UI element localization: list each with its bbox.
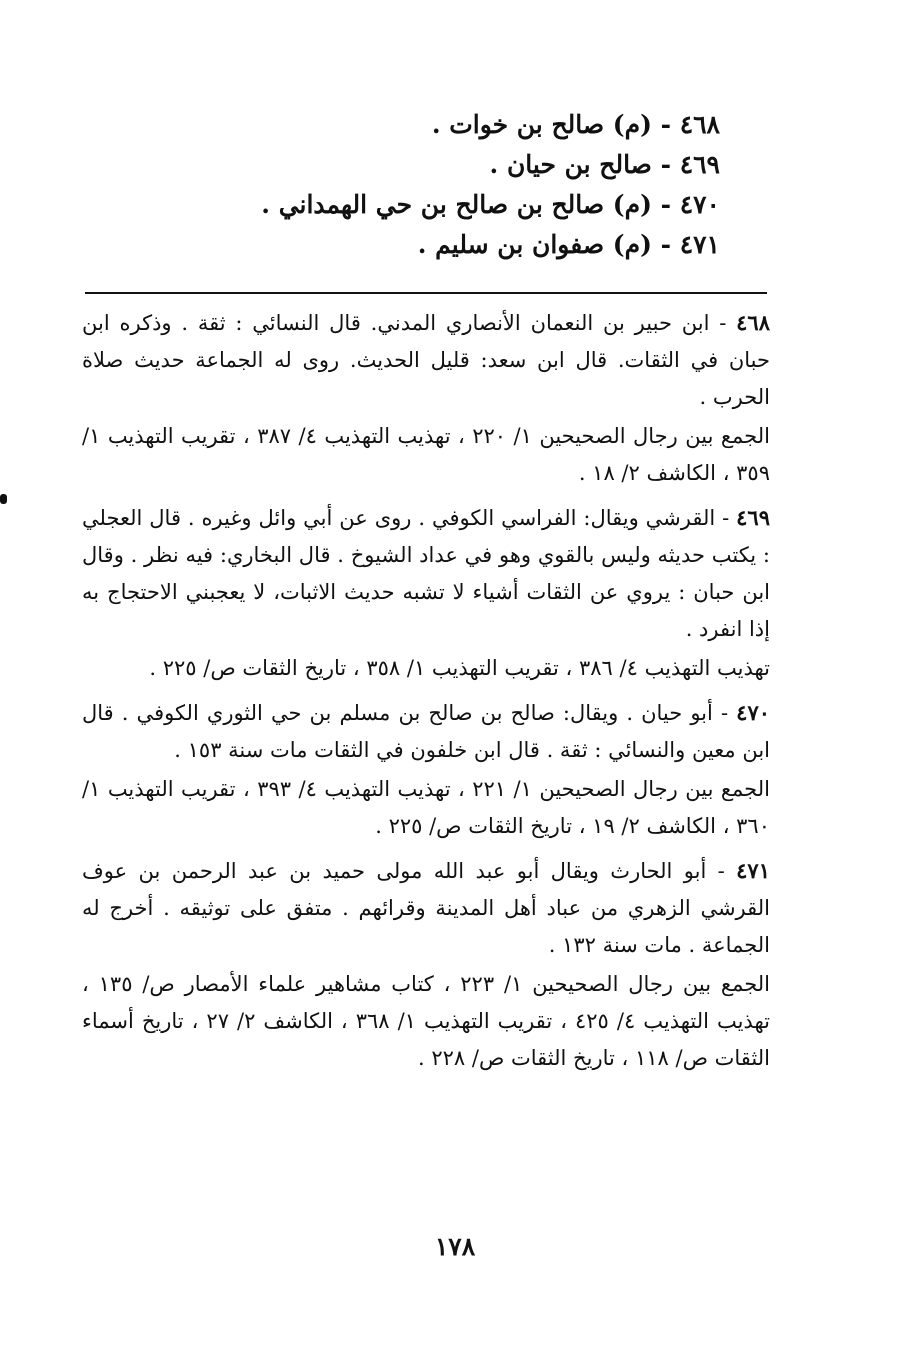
- footnote-entry: [82, 304, 770, 492]
- page-number: ١٧٨: [434, 1232, 476, 1261]
- footnote-body: [82, 694, 770, 769]
- footnote-body: [82, 852, 770, 964]
- footnotes: [82, 304, 770, 1084]
- footnote-number: ٤٦٩: [736, 505, 770, 530]
- narrator-entry: ٤٦٩ - صالح بن حيان .: [489, 150, 720, 179]
- footnote-text: - القرشي ويقال: الفراسي الكوفي . روى عن أبي وائل وغيره . قال العجلي : يكتب حديثه وليس بالقوي وهو في عداد الشيوخ . قال البخاري: فيه نظر . وقال ابن حبان : يروي عن الثقات أشياء لا تشبه حديث الاثبات، لا يعجبني الاحتجاج به إذا انفرد .: [82, 506, 770, 641]
- narrator-list: [261, 105, 720, 265]
- footnote-sources: الجمع بين رجال الصحيحين ١/ ٢٢١ ، تهذيب التهذيب ٤/ ٣٩٣ ، تقريب التهذيب ١/ ٣٦٠ ، الكاشف ٢/ ١٩ ، تاريخ الثقات ص/ ٢٢٥ .: [82, 777, 770, 838]
- footnote-entry: [82, 499, 770, 687]
- scan-mark: [0, 494, 7, 504]
- footnote-sources: الجمع بين رجال الصحيحين ١/ ٢٢٠ ، تهذيب التهذيب ٤/ ٣٨٧ ، تقريب التهذيب ١/ ٣٥٩ ، الكاشف ٢/ ١٨ .: [82, 424, 770, 485]
- narrator-entry: ٤٦٨ - (م) صالح بن خوات .: [431, 110, 720, 139]
- footnote-sources: الجمع بين رجال الصحيحين ١/ ٢٢٣ ، كتاب مشاهير علماء الأمصار ص/ ١٣٥ ، تهذيب التهذيب ٤/ ٤٢٥ ، تقريب التهذيب ١/ ٣٦٨ ، الكاشف ٢/ ٢٧ ، تاريخ أسماء الثقات ص/ ١١٨ ، تاريخ الثقات ص/ ٢٢٨ .: [82, 972, 771, 1070]
- footnote-number: ٤٧٠: [736, 700, 771, 725]
- footnote-entry: [82, 852, 770, 1077]
- footnote-divider: [85, 292, 767, 294]
- narrator-entry: ٤٧١ - (م) صفوان بن سليم .: [417, 230, 720, 259]
- footnote-text: - ابن حبير بن النعمان الأنصاري المدني. قال النسائي : ثقة . وذكره ابن حبان في الثقات. قال ابن سعد: قليل الحديث. روى له الجماعة حديث صلاة الحرب .: [82, 311, 770, 409]
- footnote-entry: [82, 694, 770, 845]
- narrator-entry: ٤٧٠ - (م) صالح بن صالح بن حي الهمداني .: [261, 190, 720, 219]
- footnote-number: ٤٧١: [736, 858, 770, 883]
- footnote-body: [82, 304, 770, 416]
- footnote-text: - أبو حيان . ويقال: صالح بن صالح بن مسلم بن حي الثوري الكوفي . قال ابن معين والنسائي : ثقة . قال ابن خلفون في الثقات مات سنة ١٥٣ .: [82, 701, 770, 762]
- footnote-number: ٤٦٨: [736, 310, 770, 335]
- footnote-body: [82, 499, 770, 648]
- footnote-sources: تهذيب التهذيب ٤/ ٣٨٦ ، تقريب التهذيب ١/ ٣٥٨ ، تاريخ الثقات ص/ ٢٢٥ .: [149, 656, 770, 680]
- footnote-text: - أبو الحارث ويقال أبو عبد الله مولى حميد بن عبد الرحمن بن عوف القرشي الزهري من عباد أهل المدينة وقرائهم . متفق على توثيقه . أخرج له الجماعة . مات سنة ١٣٢ .: [82, 859, 770, 957]
